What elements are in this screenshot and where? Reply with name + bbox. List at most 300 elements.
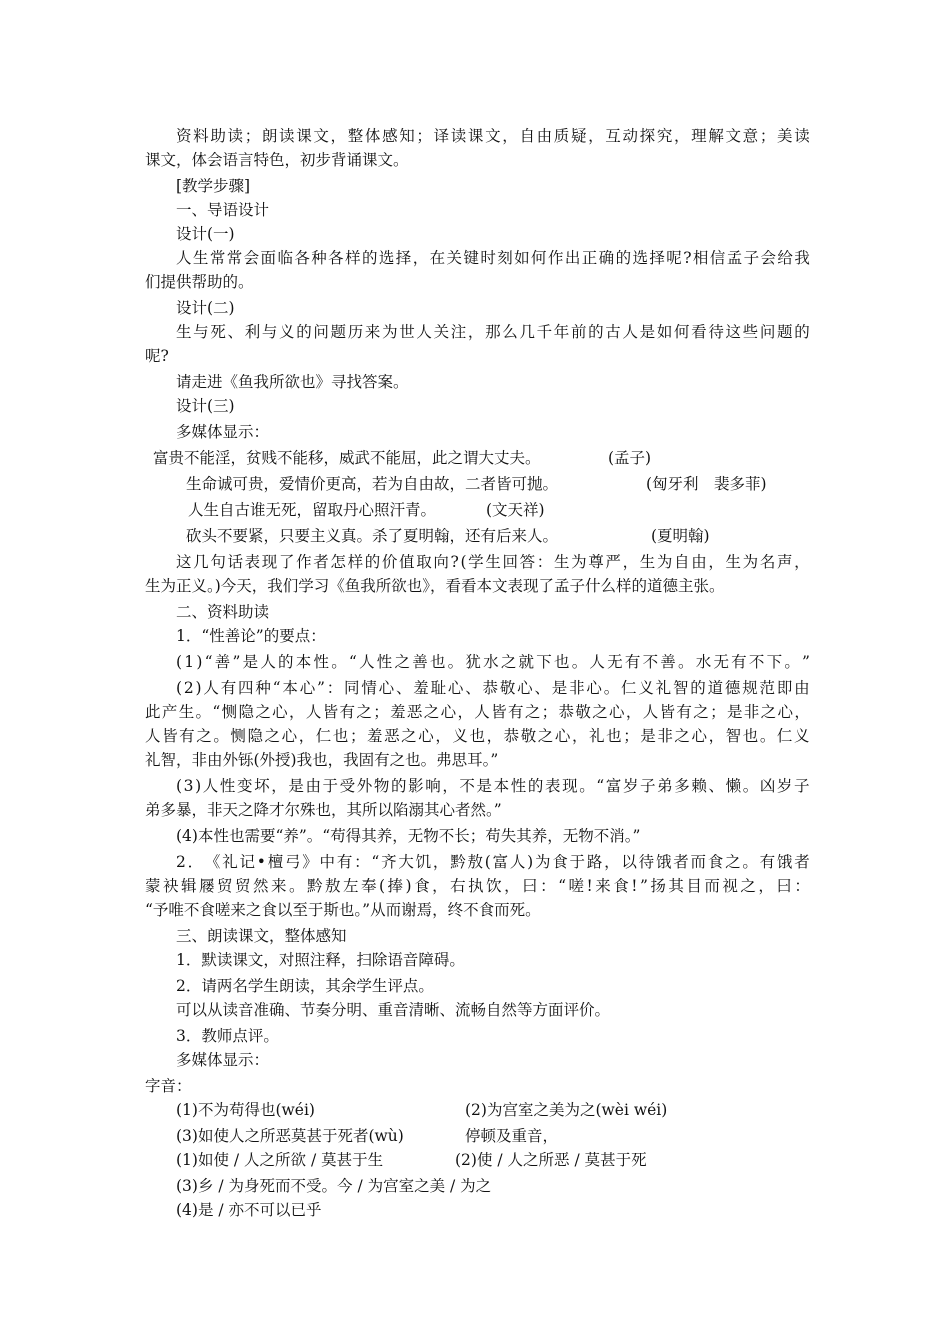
text-glyph: 食	[414, 877, 430, 895]
text-glyph: 恻	[221, 703, 238, 721]
text-glyph: 严	[605, 553, 621, 571]
text-glyph: 敖	[325, 877, 341, 895]
text-glyph: 者	[794, 853, 810, 871]
text-glyph: 心	[440, 703, 457, 721]
paragraph-line: 多媒体显示：	[176, 1051, 270, 1069]
text-glyph: 食	[707, 853, 724, 871]
text-glyph: 岁	[622, 777, 639, 795]
text-glyph: 之	[740, 877, 756, 895]
text-glyph: 子	[640, 777, 656, 795]
text-glyph: 。	[195, 703, 212, 721]
text-glyph: (	[176, 653, 183, 671]
text-glyph: 的	[690, 679, 706, 697]
text-glyph: 恭	[482, 679, 499, 697]
text-glyph: 取	[416, 553, 432, 571]
paragraph-line: 1．“性善论”的要点：	[176, 627, 326, 645]
text-glyph: 坏	[254, 777, 270, 795]
text-glyph: 自	[674, 553, 690, 571]
text-glyph: 之	[693, 703, 709, 721]
text-glyph: 课	[296, 127, 312, 145]
text-glyph: 。	[289, 877, 305, 895]
text-glyph: 产	[161, 703, 178, 721]
text-glyph: “	[371, 853, 380, 871]
text-glyph: “	[212, 703, 221, 721]
text-glyph: 时	[480, 249, 496, 267]
text-glyph: 选	[378, 249, 395, 267]
text-glyph: 恶	[406, 703, 423, 721]
text-glyph: 千	[536, 323, 553, 341]
pronunciation-line	[176, 1124, 841, 1148]
text-glyph: 恭	[503, 727, 520, 745]
text-glyph: 义	[793, 727, 810, 745]
text-glyph: 刻	[497, 249, 513, 267]
text-glyph: 、	[227, 323, 244, 341]
text-glyph: 者	[673, 853, 689, 871]
text-glyph: ，	[502, 127, 518, 145]
text-glyph: 人	[359, 653, 375, 671]
text-glyph: 水	[695, 653, 712, 671]
text-glyph: 而	[690, 853, 707, 871]
paragraph-line: 生为正义。)今天，我们学习《鱼我所欲也》，看看本文表现了孟子什么样的道德主张。	[145, 577, 725, 595]
text-glyph: 自	[519, 127, 535, 145]
quote-line	[153, 446, 818, 470]
text-glyph: 有	[179, 727, 195, 745]
text-glyph: 非	[743, 703, 760, 721]
text-glyph: 不	[642, 653, 659, 671]
text-glyph: 仁	[621, 679, 637, 697]
text-glyph: 檀	[267, 853, 284, 871]
text-glyph: 也	[469, 727, 485, 745]
text-glyph: 也	[742, 727, 759, 745]
paragraph-line	[145, 724, 810, 748]
paragraph-line	[145, 874, 810, 898]
text-glyph: 的	[361, 249, 378, 267]
text-glyph: 读	[227, 127, 244, 145]
quote-author: (匈牙利 裴多菲)	[646, 475, 767, 493]
pronunciation-item: (2)为宫室之美为之(wèi wéi)	[465, 1101, 668, 1119]
text-glyph: 恭	[558, 703, 575, 721]
text-glyph: 世	[399, 323, 415, 341]
quote-author: (文天祥)	[486, 501, 545, 519]
text-glyph: 前	[570, 323, 587, 341]
text-glyph: 资	[176, 127, 192, 145]
text-glyph: 袂	[163, 877, 179, 895]
text-glyph: 恻	[230, 727, 246, 745]
text-glyph: 学	[468, 553, 484, 571]
paragraph-line: 们提供帮助的。	[145, 273, 254, 291]
text-glyph: 无	[713, 653, 729, 671]
text-glyph: 下	[536, 653, 552, 671]
text-glyph: 下	[766, 653, 783, 671]
text-glyph: 敬	[499, 679, 516, 697]
text-glyph: 何	[531, 249, 547, 267]
pause-item: (1)如使 / 人之所欲 / 莫甚于生	[176, 1151, 384, 1169]
text-glyph: 智	[725, 727, 742, 745]
text-glyph: 文	[485, 127, 501, 145]
text-glyph: ；	[373, 703, 389, 721]
text-glyph: 弟	[657, 777, 673, 795]
text-glyph: 义	[279, 323, 295, 341]
pause-line: (3)乡 / 为身死而不受。今 / 为宫室之美 / 为之	[176, 1177, 492, 1195]
text-glyph: 互	[605, 127, 621, 145]
text-glyph: ?	[450, 553, 459, 571]
quote-text: 生命诚可贵，爱情价更高，若为自由故，二者皆可抛。	[186, 475, 559, 493]
text-glyph: 信	[709, 249, 726, 267]
text-glyph: 饥	[415, 853, 432, 871]
text-glyph: 生	[176, 323, 192, 341]
quote-text: 人生自古谁无死，留取丹心照汗青。	[188, 501, 437, 519]
text-glyph: 。	[678, 653, 694, 671]
text-glyph: 皆	[659, 703, 676, 721]
text-glyph: 死	[210, 323, 226, 341]
text-glyph: 隐	[238, 703, 254, 721]
text-glyph: 各	[294, 249, 310, 267]
text-glyph: 以	[621, 853, 637, 871]
text-glyph: 子	[794, 777, 810, 795]
text-glyph: 如	[656, 323, 673, 341]
text-glyph: 是	[242, 653, 259, 671]
text-glyph: 看	[691, 323, 707, 341]
text-glyph: 规	[742, 679, 758, 697]
text-glyph: 记	[239, 853, 255, 871]
text-glyph: 恶	[384, 727, 400, 745]
text-glyph: 义	[452, 727, 468, 745]
text-glyph: 犹	[465, 653, 481, 671]
text-glyph: 回	[502, 553, 518, 571]
section-heading: 二、资料助读	[176, 603, 270, 621]
text-glyph: 富	[605, 777, 622, 795]
text-glyph: ，	[571, 727, 588, 745]
text-glyph: 人	[202, 777, 219, 795]
text-glyph: ；	[541, 703, 558, 721]
text-glyph: 待	[708, 323, 724, 341]
text-glyph: ：	[540, 877, 556, 895]
text-glyph: 么	[502, 323, 518, 341]
text-glyph: 敬	[575, 703, 591, 721]
quote-line	[186, 524, 851, 548]
text-glyph: 文	[725, 127, 742, 145]
subsection-heading: 设计(二)	[176, 299, 235, 317]
text-glyph: ，	[622, 553, 639, 571]
text-glyph: 常	[209, 249, 226, 267]
text-glyph: 是	[476, 777, 493, 795]
paragraph-line: 多媒体显示：	[176, 423, 270, 441]
text-glyph: 之	[401, 727, 417, 745]
text-glyph: 之	[725, 853, 741, 871]
text-glyph: 人	[642, 703, 659, 721]
text-glyph: ：	[536, 553, 553, 571]
text-glyph: 其	[668, 877, 684, 895]
text-glyph: 助	[210, 127, 226, 145]
text-glyph: 皆	[162, 727, 178, 745]
text-glyph: •	[256, 853, 266, 871]
text-glyph: 黔	[307, 877, 323, 895]
text-glyph: 的	[794, 323, 810, 341]
text-glyph: 何	[673, 323, 690, 341]
text-glyph: 之	[674, 727, 690, 745]
text-glyph: 选	[632, 249, 648, 267]
text-glyph: 、	[465, 679, 481, 697]
text-glyph: “	[558, 877, 567, 895]
text-glyph: 食	[552, 853, 568, 871]
text-glyph: 执	[468, 877, 484, 895]
text-glyph: 古	[605, 323, 621, 341]
text-glyph: 些	[742, 323, 759, 341]
text-glyph: 是	[726, 703, 743, 721]
text-glyph: )	[196, 653, 203, 671]
paragraph-line	[145, 700, 810, 724]
text-glyph: 的	[615, 249, 632, 267]
text-glyph: 1	[184, 653, 195, 671]
text-glyph: ”	[639, 877, 648, 895]
text-glyph: ，	[758, 877, 774, 895]
section-heading: [教学步骤]	[176, 177, 251, 195]
text-glyph: 不	[748, 653, 765, 671]
text-glyph: 弓	[284, 853, 301, 871]
quote-text: 砍头不要紧，只要主义真。杀了夏明翰，还有后来人。	[186, 527, 559, 545]
text-glyph: 问	[313, 323, 329, 341]
text-glyph: 生	[639, 553, 656, 571]
text-glyph: 目	[686, 877, 702, 895]
text-glyph: 心	[281, 727, 298, 745]
text-glyph: 也	[606, 727, 622, 745]
text-glyph: 由	[691, 553, 707, 571]
text-glyph: 生	[485, 553, 501, 571]
text-glyph: 而	[704, 877, 720, 895]
text-glyph: 心	[299, 679, 316, 697]
text-glyph: 出	[564, 249, 581, 267]
text-glyph: 心	[418, 727, 434, 745]
text-glyph: 由	[794, 679, 810, 697]
text-glyph: 食	[613, 877, 629, 895]
text-glyph: ，	[467, 323, 484, 341]
text-glyph: 性	[510, 777, 527, 795]
text-glyph: 右	[450, 877, 466, 895]
text-glyph: 之	[537, 727, 554, 745]
pause-line: (4)是 / 亦不可以已乎	[176, 1201, 322, 1219]
text-glyph: 表	[544, 777, 561, 795]
paragraph-line	[176, 676, 810, 700]
text-glyph: 有	[759, 853, 776, 871]
paragraph-line: 1．默读课文，对照注释，扫除语音障碍。	[176, 951, 465, 969]
text-glyph: ，	[588, 127, 604, 145]
text-glyph: 有	[220, 679, 237, 697]
text-glyph: 来	[595, 877, 611, 895]
text-glyph: 黔	[450, 853, 466, 871]
text-glyph: 种	[311, 249, 327, 267]
text-glyph: 人	[260, 653, 276, 671]
text-glyph: 心	[378, 679, 395, 697]
text-glyph: 曰	[776, 877, 792, 895]
text-glyph: 饮	[486, 877, 502, 895]
text-glyph: 是	[640, 727, 656, 745]
text-glyph: 如	[514, 249, 530, 267]
text-glyph: ．	[187, 853, 204, 871]
text-glyph: 常	[226, 249, 243, 267]
text-glyph: ，	[625, 703, 642, 721]
text-glyph: 水	[483, 653, 499, 671]
text-glyph: 究	[656, 127, 673, 145]
text-glyph: ，	[457, 703, 473, 721]
text-glyph: 2	[176, 853, 186, 871]
text-glyph: 嗟	[568, 877, 585, 895]
paragraph-line: 弟多暴，非天之降才尔殊也，其所以陷溺其心者然。”	[145, 801, 502, 819]
text-glyph: 解	[708, 127, 724, 145]
text-glyph: 》	[302, 853, 318, 871]
text-glyph: 隐	[247, 727, 263, 745]
text-glyph: 、	[395, 679, 412, 697]
text-glyph: 与	[193, 323, 209, 341]
paragraph-line	[176, 246, 810, 270]
text-glyph: 疑	[570, 127, 587, 145]
text-glyph: 我	[794, 249, 810, 267]
text-glyph: 皆	[322, 703, 339, 721]
text-glyph: 生	[178, 703, 195, 721]
text-glyph: 意	[742, 127, 759, 145]
text-glyph: 确	[598, 249, 615, 267]
text-glyph: 探	[639, 127, 656, 145]
text-glyph: )	[195, 679, 202, 697]
text-glyph: 也	[553, 653, 570, 671]
text-glyph: 为	[382, 323, 398, 341]
text-glyph: 由	[536, 127, 553, 145]
text-glyph: 同	[344, 679, 360, 697]
text-glyph: 路	[586, 853, 603, 871]
text-glyph: 之	[264, 727, 281, 745]
text-glyph: 有	[336, 853, 353, 871]
subsection-heading: 设计(一)	[176, 225, 235, 243]
text-glyph: 仁	[776, 727, 793, 745]
text-glyph: 课	[467, 127, 484, 145]
text-glyph: 敬	[520, 727, 537, 745]
text-glyph: ，	[708, 553, 724, 571]
text-glyph: 人	[145, 727, 161, 745]
text-glyph: ，	[330, 127, 347, 145]
pronunciation-item: 停顿及重音，	[465, 1127, 559, 1145]
section-heading: 三、朗读课文，整体感知	[176, 927, 347, 945]
text-glyph: ”	[317, 679, 325, 697]
text-glyph: ；	[759, 127, 776, 145]
text-glyph: 就	[518, 653, 535, 671]
text-glyph: 贸	[235, 877, 251, 895]
text-glyph: 生	[725, 553, 742, 571]
text-glyph: 注	[450, 323, 467, 341]
pronunciation-item: (3)如使人之所恶莫甚于死者(wù)	[176, 1127, 404, 1145]
text-glyph: 多	[674, 777, 690, 795]
text-glyph: 。	[579, 777, 595, 795]
text-glyph: “	[204, 653, 213, 671]
text-glyph: ，	[504, 877, 520, 895]
text-glyph: 相	[692, 249, 709, 267]
text-glyph: 之	[760, 703, 777, 721]
text-glyph: 是	[551, 679, 568, 697]
text-glyph: 来	[271, 877, 287, 895]
text-glyph: 不	[459, 777, 475, 795]
text-glyph: 的	[390, 777, 407, 795]
text-glyph: 表	[244, 553, 261, 571]
text-glyph: 有	[731, 653, 747, 671]
text-glyph: 凶	[759, 777, 776, 795]
text-glyph: 非	[657, 727, 673, 745]
paragraph-line	[176, 650, 810, 674]
text-glyph: 道	[707, 679, 724, 697]
text-glyph: 与	[261, 323, 278, 341]
text-glyph: ：	[794, 877, 810, 895]
paragraph-line: 呢?	[145, 347, 169, 365]
text-glyph: 质	[553, 127, 570, 145]
text-glyph: 受	[339, 777, 356, 795]
text-glyph: ，	[442, 777, 458, 795]
pause-item: (2)使 / 人之所恶 / 莫甚于死	[455, 1151, 647, 1169]
text-glyph: 物	[373, 777, 390, 795]
text-glyph: ；	[244, 127, 261, 145]
text-glyph: 齐	[381, 853, 397, 871]
text-glyph: 饿	[655, 853, 672, 871]
text-glyph: 为	[571, 553, 587, 571]
text-glyph: 这	[725, 323, 742, 341]
text-glyph: 生	[192, 249, 209, 267]
quote-line	[188, 498, 853, 522]
paragraph-line	[176, 550, 810, 574]
text-glyph: )	[527, 853, 534, 871]
text-glyph: ，	[412, 249, 429, 267]
text-glyph: 为	[534, 853, 551, 871]
text-glyph: 。	[784, 653, 800, 671]
text-glyph: ，	[604, 853, 620, 871]
text-glyph: ，	[289, 703, 305, 721]
text-glyph: (	[379, 877, 386, 895]
text-glyph: (	[460, 553, 467, 571]
text-glyph: 人	[509, 853, 526, 871]
paragraph-line	[176, 320, 810, 344]
text-glyph: 本	[282, 679, 298, 697]
text-glyph: 心	[447, 679, 464, 697]
text-glyph: 。	[742, 853, 758, 871]
text-glyph: 呢	[666, 249, 682, 267]
text-glyph: 待	[638, 853, 655, 871]
text-glyph: 。	[571, 653, 588, 671]
text-glyph: 现	[562, 777, 578, 795]
text-glyph: 。	[213, 727, 229, 745]
text-glyph: 读	[450, 127, 467, 145]
text-glyph: 、	[534, 679, 550, 697]
text-glyph: 这	[176, 553, 192, 571]
text-glyph: ，	[271, 777, 287, 795]
pause-line	[176, 1148, 841, 1172]
text-glyph: 义	[638, 679, 654, 697]
text-glyph: 奉	[361, 877, 377, 895]
text-glyph: 值	[399, 553, 415, 571]
text-glyph: 键	[463, 249, 479, 267]
text-glyph: 有	[339, 703, 356, 721]
text-glyph: ，	[432, 853, 449, 871]
text-glyph: 作	[547, 249, 564, 267]
text-glyph: 年	[553, 323, 570, 341]
text-glyph: 赖	[691, 777, 707, 795]
text-glyph: 、	[708, 777, 724, 795]
text-glyph: 之	[196, 727, 212, 745]
text-glyph: 2	[183, 679, 194, 697]
text-glyph: 各	[328, 249, 344, 267]
text-glyph: 性	[376, 653, 393, 671]
text-glyph: ”	[232, 653, 241, 671]
text-glyph: 即	[776, 679, 793, 697]
text-glyph: 几	[193, 553, 209, 571]
text-glyph: 样	[345, 249, 361, 267]
text-glyph: 礼	[222, 853, 238, 871]
text-glyph: 关	[446, 249, 463, 267]
text-glyph: 曰	[522, 877, 538, 895]
